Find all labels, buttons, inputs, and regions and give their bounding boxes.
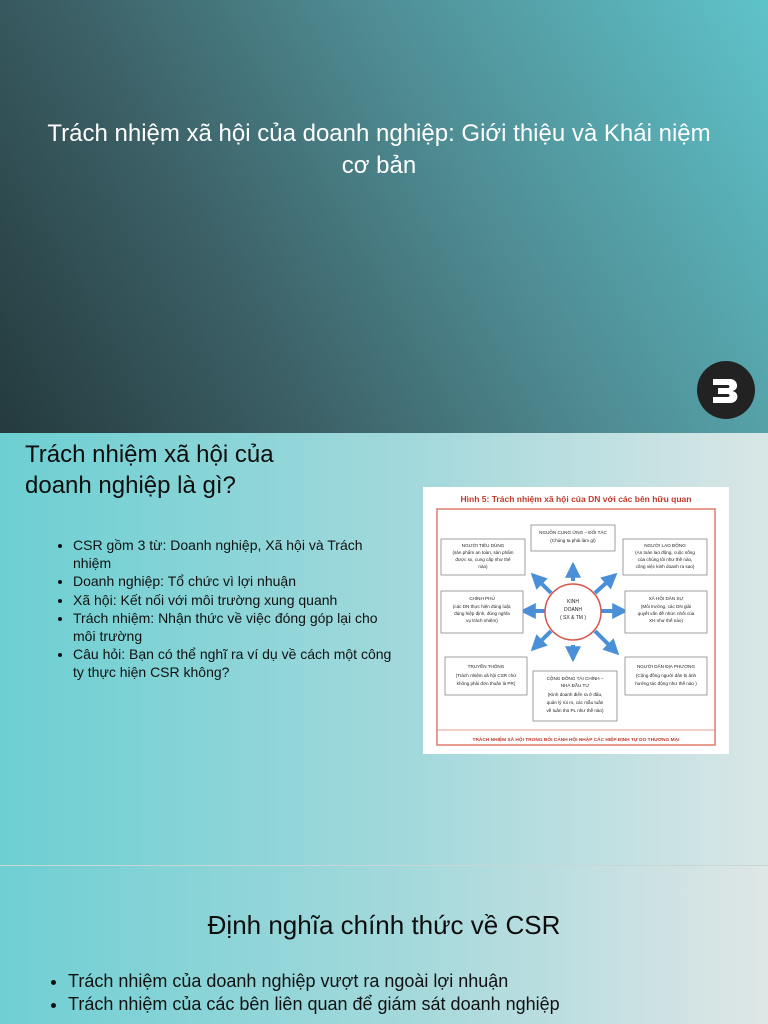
svg-text:được sx, cung cấp như thế: được sx, cung cấp như thế	[455, 557, 511, 562]
svg-text:NGƯỜI DÂN ĐỊA PHƯƠNG: NGƯỜI DÂN ĐỊA PHƯƠNG	[636, 664, 696, 669]
svg-text:(Kinh doanh điển ra ở đâu,: (Kinh doanh điển ra ở đâu,	[547, 692, 603, 697]
svg-text:XH như thế nào): XH như thế nào)	[649, 618, 683, 623]
box-civil-society	[625, 591, 707, 633]
svg-text:(các DN thực hiện đúng luật,: (các DN thực hiện đúng luật,	[452, 604, 512, 609]
svg-text:NHÀ ĐẦU TƯ: NHÀ ĐẦU TƯ	[560, 683, 590, 688]
diagram-title: Hình 5: Trách nhiệm xã hội của DN với các bên hữu quan	[460, 494, 692, 504]
bullet-item: • Trách nhiệm của doanh nghiệp vượt ra ngoài lợi nhuận	[68, 970, 768, 993]
diagram-caption: TRÁCH NHIỆM XÃ HỘI TRONG BỐI CẢNH HỘI NHẬP CÁC HIỆP ĐỊNH TỰ DO THƯƠNG MẠI	[472, 738, 680, 743]
box-media	[445, 657, 527, 695]
box-suppliers	[531, 525, 615, 551]
slide-heading: Định nghĩa chính thức về CSR	[207, 910, 561, 940]
bullet-item: • Xã hội: Kết nối với môi trường xung quanh	[73, 592, 393, 610]
slide-title	[0, 0, 768, 433]
svg-text:(Trách nhiệm xã hội CSR chứ: (Trách nhiệm xã hội CSR chứ	[455, 673, 517, 678]
svg-text:của chúng tôi như thế nào,: của chúng tôi như thế nào,	[637, 557, 693, 562]
slide-heading: Trách nhiệm xã hội của doanh nghiệp là gì?	[25, 441, 274, 499]
box-investors	[533, 671, 617, 721]
slide-csr-definition	[0, 866, 768, 1024]
svg-text:NGUỒN CUNG ỨNG – ĐỐI TÁC: NGUỒN CUNG ỨNG – ĐỐI TÁC	[539, 530, 607, 535]
svg-text:quản lý rủi ro, các mẫu tuần: quản lý rủi ro, các mẫu tuần	[546, 700, 604, 705]
svg-text:TRUYỀN THÔNG: TRUYỀN THÔNG	[467, 664, 505, 669]
svg-text:đúng hiệp định, đúng nghĩa: đúng hiệp định, đúng nghĩa	[454, 611, 510, 616]
slide-what-is-csr	[0, 433, 768, 865]
bullet-item: • Câu hỏi: Bạn có thể nghĩ ra ví dụ về cách một công ty thực hiện CSR không?	[73, 646, 393, 681]
svg-text:công việc kinh doanh ra sao): công việc kinh doanh ra sao)	[635, 564, 695, 569]
svg-text:NGƯỜI LAO ĐỘNG: NGƯỜI LAO ĐỘNG	[644, 543, 686, 548]
bullet-item: • Doanh nghiệp: Tổ chức vì lợi nhuận	[73, 573, 393, 591]
svg-text:(Môi trường, các DN giải: (Môi trường, các DN giải	[640, 604, 692, 609]
bullet-item: • Trách nhiệm của các bên liên quan để giám sát doanh nghiệp	[68, 993, 768, 1016]
svg-text:XÃ HỘI DÂN SỰ: XÃ HỘI DÂN SỰ	[648, 596, 684, 601]
svg-text:(Cộng đồng người dân bị ảnh: (Cộng đồng người dân bị ảnh	[635, 673, 697, 678]
svg-text:CỘNG ĐỒNG TÀI CHÍNH –: CỘNG ĐỒNG TÀI CHÍNH –	[546, 676, 604, 681]
svg-text:(Chúng ta phải làm gì): (Chúng ta phải làm gì)	[550, 538, 596, 543]
box-local-people	[625, 657, 707, 695]
box-workers	[623, 539, 707, 575]
bullet-item: • CSR gồm 3 từ: Doanh nghiệp, Xã hội và Trách nhiệm	[73, 537, 393, 572]
center-label: ( SX & TM )	[559, 615, 587, 621]
svg-text:vụ trách nhiệm): vụ trách nhiệm)	[466, 618, 498, 623]
svg-text:nào): nào)	[478, 564, 488, 569]
stakeholder-diagram	[423, 487, 729, 754]
svg-text:không phải đơn thuần là PR): không phải đơn thuần là PR)	[456, 681, 516, 686]
svg-text:(An toàn lao động, cuộc sống: (An toàn lao động, cuộc sống	[635, 550, 695, 555]
bullet-list	[40, 970, 768, 1016]
bullet-item: • Trách nhiệm: Nhận thức về việc đóng góp lại cho môi trường	[73, 610, 393, 645]
svg-text:hưởng tác động như thế nào ): hưởng tác động như thế nào )	[635, 681, 697, 686]
center-label: DOANH	[563, 607, 583, 613]
svg-text:quyết vấn đề nhức nhối của: quyết vấn đề nhức nhối của	[637, 611, 695, 616]
box-consumers	[441, 539, 525, 575]
bullet-list	[45, 537, 393, 682]
svg-text:về tuân thủ PL như thế nào): về tuân thủ PL như thế nào)	[546, 708, 604, 713]
svg-text:(sản phẩm an toàn, sản phẩm: (sản phẩm an toàn, sản phẩm	[452, 550, 514, 555]
svg-text:NGƯỜI TIÊU DÙNG: NGƯỜI TIÊU DÙNG	[461, 543, 505, 548]
box-government	[441, 591, 523, 633]
presentation-title: Trách nhiệm xã hội của doanh nghiệp: Giới thiệu và Khái niệm cơ bản	[47, 120, 711, 179]
brand-logo-icon[interactable]	[697, 361, 755, 419]
center-label: KINH	[567, 599, 579, 605]
svg-text:CHÍNH PHỦ: CHÍNH PHỦ	[469, 596, 495, 601]
